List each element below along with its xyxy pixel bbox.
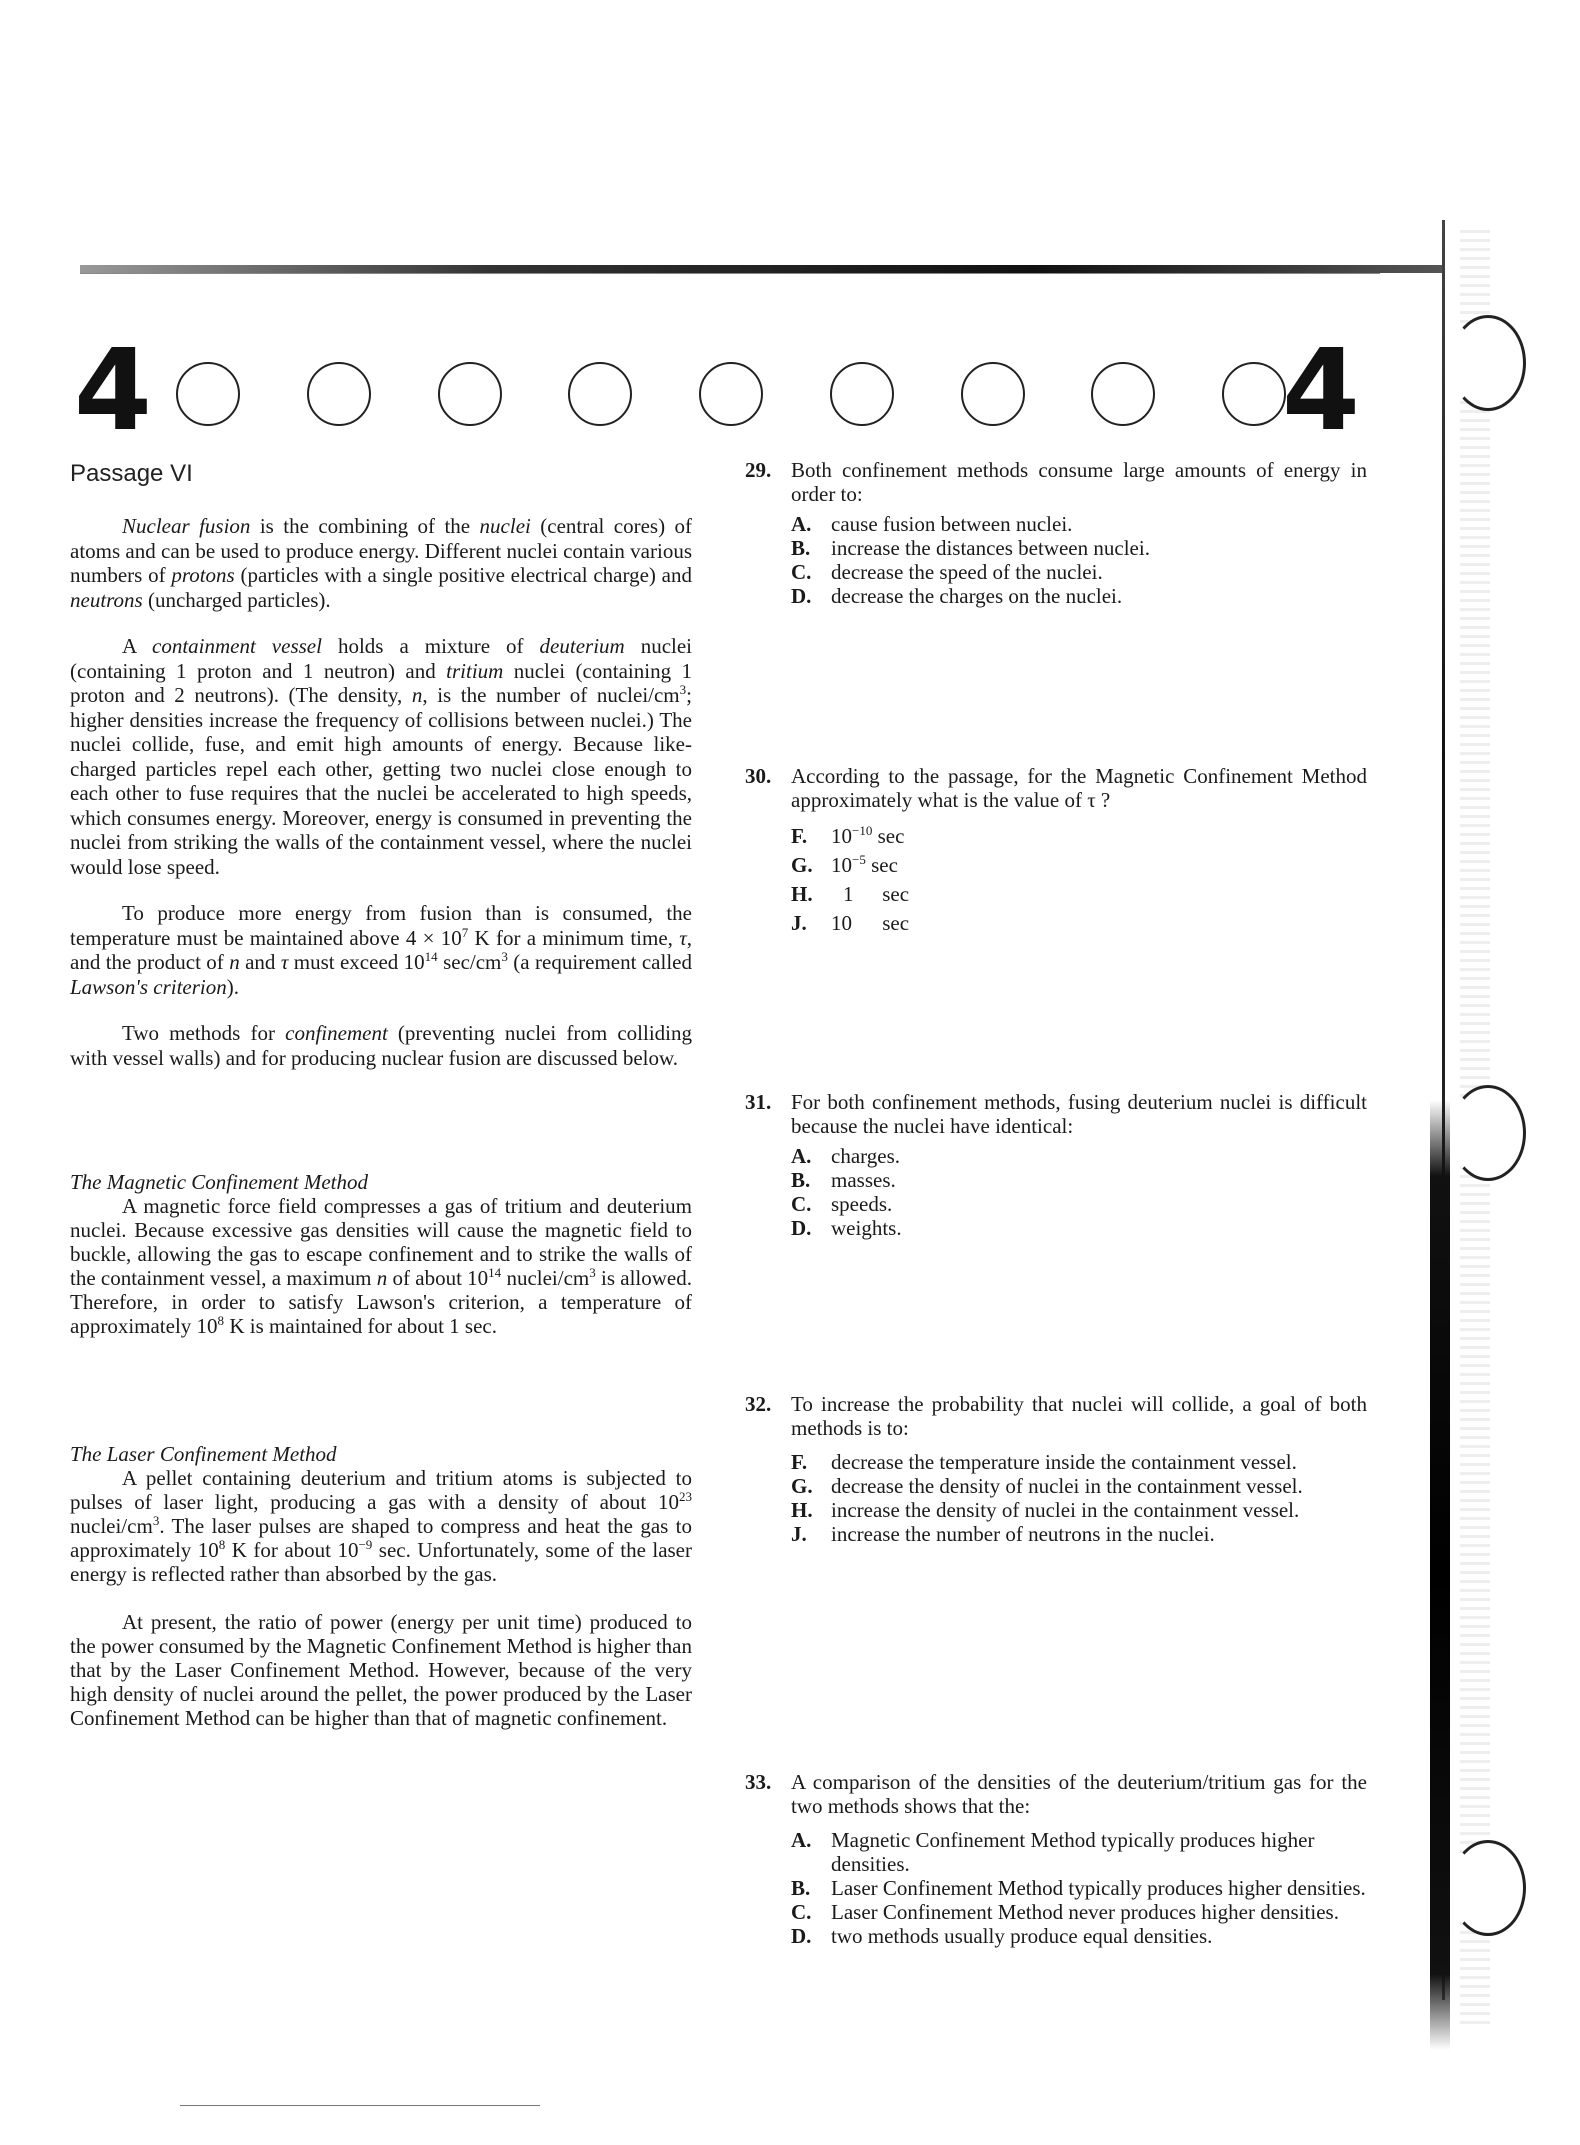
section-circle-band	[176, 362, 1286, 432]
option-text	[831, 822, 1367, 851]
option-letter: A.	[791, 512, 812, 536]
term: confinement	[285, 1021, 388, 1045]
option-text	[831, 909, 1367, 938]
option-text: decrease the charges on the nuclei.	[831, 584, 1123, 608]
superscript: 8	[217, 1313, 225, 1328]
text: is allowed. Therefore, in order to satisfy Lawson's criterion, a temperature of approximately 10	[70, 1266, 692, 1338]
option-letter: D.	[791, 1216, 812, 1240]
answer-option[interactable]	[791, 880, 1367, 909]
question-33	[745, 1770, 1367, 1948]
value-unit: sec	[872, 824, 905, 848]
term: Nuclear fusion	[122, 514, 251, 538]
term: tritium	[446, 658, 504, 683]
superscript: 3	[152, 1513, 160, 1528]
variable: n	[229, 950, 240, 974]
punch-hole	[1450, 1840, 1526, 1936]
text: A magnetic force field compresses a gas of tritium and deuterium nuclei. Because excessive gas densities will cause the magnetic field to buckle, allowing the gas to escape confinement and to strike the walls of the containment vessel, a maximum	[70, 1194, 692, 1290]
answer-option[interactable]	[791, 560, 1367, 584]
section-circle	[1222, 362, 1286, 426]
text: ).	[226, 974, 240, 999]
top-rule-thin	[80, 273, 1380, 274]
term: neutrons	[70, 587, 143, 612]
section-circle	[307, 362, 371, 426]
text: A pellet containing deuterium and tritium atoms is subjected to pulses of laser light, producing a gas with a density of about 10	[70, 1466, 692, 1514]
answer-option[interactable]	[791, 536, 1367, 560]
text: , is the number of nuclei/cm	[422, 683, 680, 707]
option-letter: B.	[791, 536, 811, 560]
binding-shadow	[1430, 1100, 1450, 2050]
passage-paragraph	[70, 514, 692, 612]
variable: n	[411, 683, 423, 707]
section-circle	[699, 362, 763, 426]
answer-option[interactable]	[791, 1522, 1367, 1546]
text: is the combining of the	[250, 514, 480, 538]
superscript: 3	[679, 682, 687, 697]
text: (particles with a single positive electrical charge) and	[234, 563, 692, 587]
question-stem: For both confinement methods, fusing deuterium nuclei is difficult because the nuclei have identical:	[791, 1090, 1367, 1138]
value-base: 10	[831, 853, 852, 877]
option-text: weights.	[831, 1216, 902, 1240]
footer-rule	[180, 2105, 540, 2106]
text: To produce more energy from fusion than is consumed, the temperature must be maintained above 4 × 10	[70, 901, 692, 950]
option-text: speeds.	[831, 1192, 893, 1216]
passage-paragraph	[70, 634, 692, 879]
term: Lawson's criterion	[70, 974, 227, 999]
text: of about 10	[387, 1266, 489, 1290]
passage-column	[70, 460, 692, 1730]
value-exponent: −10	[852, 823, 873, 838]
answer-option[interactable]	[791, 1876, 1367, 1900]
passage-title: Passage VI	[70, 460, 193, 487]
answer-option[interactable]	[791, 1828, 1367, 1876]
option-letter: A.	[791, 1828, 812, 1852]
question-stem: Both confinement methods consume large amounts of energy in order to:	[791, 458, 1367, 506]
value-base: 10	[831, 911, 852, 935]
question-number: 30.	[745, 764, 772, 788]
value-unit: sec	[877, 911, 910, 935]
text: nuclei/cm	[70, 1514, 153, 1538]
punch-hole	[1450, 1085, 1526, 1181]
variable: n	[376, 1266, 388, 1290]
text: nuclei (containing 1 proton and 1 neutron) and	[70, 634, 693, 683]
term: containment vessel	[152, 634, 322, 658]
laser-method-paragraph	[70, 1466, 692, 1586]
term: nuclei	[479, 514, 531, 538]
option-text	[831, 851, 1367, 880]
superscript: −9	[358, 1537, 373, 1552]
top-rule	[80, 265, 1445, 273]
superscript: 7	[461, 924, 469, 940]
answer-option[interactable]	[791, 1450, 1367, 1474]
magnetic-method-title: The Magnetic Confinement Method	[70, 1170, 369, 1194]
option-text: increase the number of neutrons in the nuclei.	[831, 1522, 1215, 1546]
magnetic-method-paragraph	[70, 1194, 692, 1338]
option-text: Laser Confinement Method never produces higher densities.	[831, 1900, 1339, 1924]
answer-option[interactable]	[791, 822, 1367, 851]
section-circle	[961, 362, 1025, 426]
answer-option[interactable]	[791, 512, 1367, 536]
option-letter: C.	[791, 1900, 812, 1924]
option-text: decrease the density of nuclei in the containment vessel.	[831, 1474, 1303, 1498]
question-number: 33.	[745, 1770, 772, 1794]
question-31	[745, 1090, 1367, 1240]
question-number: 29.	[745, 458, 772, 482]
superscript: 3	[589, 1265, 596, 1280]
superscript: 23	[678, 1489, 692, 1504]
text: ; higher densities increase the frequency of collisions between nuclei.) The nuclei collide, fuse, and emit high amounts of energy. Because like-charged particles repel each other, getting two nuclei close enough to each other to fuse requires that the nuclei be accelerated to high speeds, which consumes energy. Moreover, energy is consumed in preventing the nuclei from striking the walls of the containment vessel, where the nuclei would lose speed.	[70, 683, 693, 879]
option-letter: F.	[791, 824, 808, 848]
question-number: 32.	[745, 1392, 772, 1416]
option-letter: F.	[791, 1450, 808, 1474]
superscript: 8	[218, 1537, 226, 1552]
value-exponent: −5	[852, 852, 866, 867]
section-circle	[830, 362, 894, 426]
text: (uncharged particles).	[142, 587, 331, 612]
text: nuclei/cm	[501, 1266, 590, 1290]
text: Two methods for	[122, 1021, 286, 1045]
answer-option[interactable]	[791, 909, 1367, 938]
answer-option[interactable]	[791, 1144, 1367, 1168]
option-letter: C.	[791, 1192, 812, 1216]
punch-hole	[1450, 315, 1526, 411]
term: protons	[171, 563, 235, 587]
text: , and the product of	[70, 925, 692, 974]
question-30	[745, 764, 1367, 938]
text: A	[122, 634, 152, 658]
text: K is maintained for about 1 sec.	[224, 1314, 497, 1338]
answer-option[interactable]	[791, 1474, 1367, 1498]
text: must exceed 10	[288, 950, 425, 974]
answer-option[interactable]	[791, 584, 1367, 608]
text: nuclei (containing 1 proton and 2 neutrons). (The density,	[70, 658, 693, 707]
option-letter: D.	[791, 584, 812, 608]
section-circle	[176, 362, 240, 426]
question-29	[745, 458, 1367, 608]
answer-option[interactable]	[791, 1900, 1367, 1924]
question-32	[745, 1392, 1367, 1546]
question-stem: To increase the probability that nuclei will collide, a goal of both methods is to:	[791, 1392, 1367, 1440]
value-base: 1	[843, 882, 854, 906]
text: and	[239, 950, 281, 974]
answer-option[interactable]	[791, 1216, 1367, 1240]
text: holds a mixture of	[321, 634, 540, 658]
question-number: 31.	[745, 1090, 772, 1114]
superscript: 3	[501, 949, 508, 964]
text: (a requirement called	[507, 950, 692, 974]
option-text: Laser Confinement Method typically produces higher densities.	[831, 1876, 1366, 1900]
text: (central cores) of atoms and can be used to produce energy. Different nuclei contain various numbers of	[70, 514, 693, 587]
superscript: 14	[488, 1265, 502, 1280]
option-text	[831, 880, 1367, 909]
option-text: Magnetic Confinement Method typically produces higher densities.	[831, 1828, 1315, 1876]
option-text: cause fusion between nuclei.	[831, 512, 1073, 536]
option-letter: G.	[791, 1474, 813, 1498]
option-text: decrease the temperature inside the containment vessel.	[831, 1450, 1297, 1474]
passage-paragraph	[70, 1021, 692, 1070]
term: deuterium	[539, 634, 625, 658]
text: K for a minimum time,	[468, 925, 680, 950]
answer-option[interactable]	[791, 1498, 1367, 1522]
option-letter: H.	[791, 1498, 813, 1522]
option-letter: H.	[791, 882, 813, 906]
option-text: masses.	[831, 1168, 896, 1192]
option-letter: J.	[791, 1522, 807, 1546]
option-letter: B.	[791, 1168, 811, 1192]
answer-option[interactable]	[791, 1192, 1367, 1216]
variable: τ	[280, 950, 289, 974]
option-text: decrease the speed of the nuclei.	[831, 560, 1103, 584]
option-letter: G.	[791, 853, 813, 877]
text: K for about 10	[225, 1538, 359, 1562]
text: sec. Unfortunately, some of the laser energy is reflected rather than absorbed by the gas.	[70, 1538, 692, 1586]
text: . The laser pulses are shaped to compress and heat the gas to approximately 10	[70, 1514, 692, 1562]
text: (preventing nuclei from colliding with vessel walls) and for producing nuclear fusion are discussed below.	[70, 1021, 692, 1070]
value-unit: sec	[877, 882, 910, 906]
passage-paragraph	[70, 901, 692, 999]
option-text: increase the distances between nuclei.	[831, 536, 1150, 560]
superscript: 14	[424, 949, 438, 964]
option-letter: J.	[791, 911, 807, 935]
section-circle	[568, 362, 632, 426]
answer-option[interactable]	[791, 1924, 1367, 1948]
section-number-left: 4	[74, 326, 152, 456]
option-letter: D.	[791, 1924, 812, 1948]
question-stem: According to the passage, for the Magnetic Confinement Method approximately what is the value of τ ?	[791, 764, 1367, 812]
option-text: charges.	[831, 1144, 900, 1168]
section-circle	[1091, 362, 1155, 426]
question-stem: A comparison of the densities of the deuterium/tritium gas for the two methods shows that the:	[791, 1770, 1367, 1818]
option-letter: C.	[791, 560, 812, 584]
value-unit: sec	[865, 853, 898, 877]
section-circle	[438, 362, 502, 426]
section-number-right: 4	[1282, 326, 1360, 456]
laser-method-title: The Laser Confinement Method	[70, 1442, 337, 1466]
value-base: 10	[831, 824, 852, 848]
variable: τ	[679, 925, 687, 950]
option-text: two methods usually produce equal densities.	[831, 1924, 1213, 1948]
option-letter: A.	[791, 1144, 812, 1168]
option-text: increase the density of nuclei in the containment vessel.	[831, 1498, 1300, 1522]
answer-option[interactable]	[791, 1168, 1367, 1192]
text: sec/cm	[437, 950, 502, 974]
passage-paragraph: At present, the ratio of power (energy per unit time) produced to the power consumed by the Magnetic Confinement Method is higher than that by the Laser Confinement Method. However, because of the very high density of nuclei around the pellet, the power produced by the Laser Confinement Method can be higher than that of magnetic confinement.	[70, 1610, 692, 1730]
option-letter: B.	[791, 1876, 811, 1900]
answer-option[interactable]	[791, 851, 1367, 880]
